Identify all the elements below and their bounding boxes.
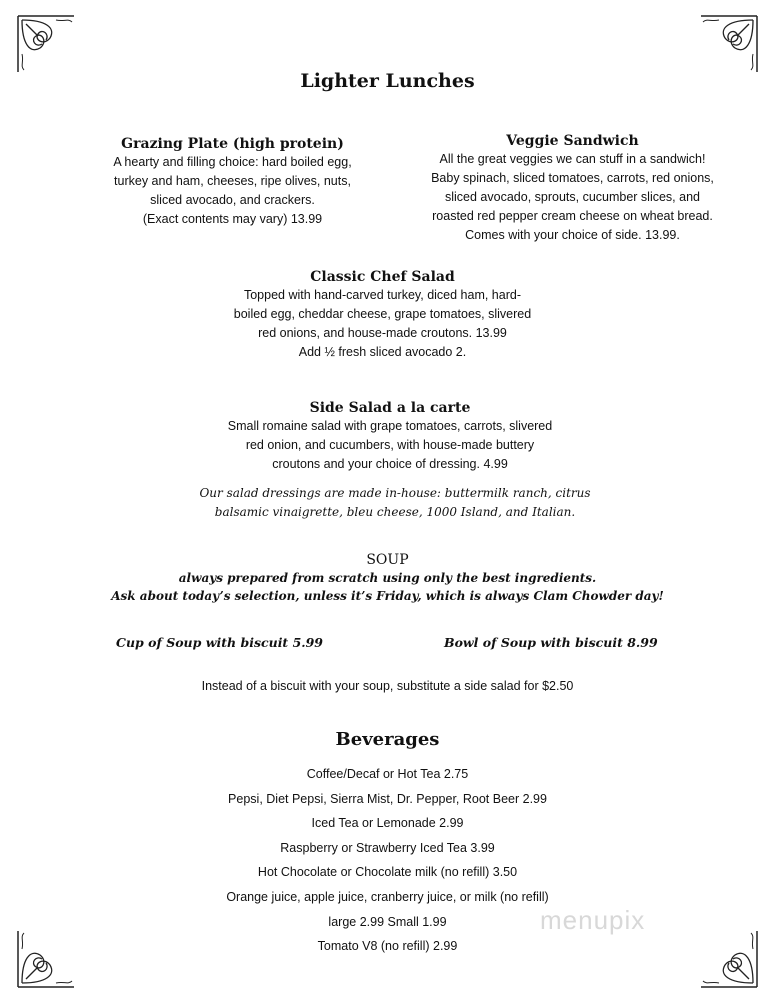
menu-item-grazing-plate [60,135,405,229]
menu-item-chef-salad [180,268,585,362]
soup-substitution-note: Instead of a biscuit with your soup, substitute a side salad for $2.50 [201,679,574,693]
item-description [395,150,750,245]
desc-line: red onions, and house-made croutons. 13.99 [258,326,507,340]
item-description [180,286,585,362]
desc-line: All the great veggies we can stuff in a sandwich! [439,152,706,166]
desc-line: Add ½ fresh sliced avocado 2. [298,345,467,359]
desc-line: boiled egg, cheddar cheese, grape tomatoes, slivered [233,307,532,321]
desc-line: sliced avocado, and crackers. [150,193,315,207]
item-name: Side Salad a la carte [309,400,471,416]
beverage-item: Raspberry or Strawberry Iced Tea 3.99 [280,840,495,855]
beverage-item: Pepsi, Diet Pepsi, Sierra Mist, Dr. Pepper, Root Beer 2.99 [228,791,547,806]
item-description [180,417,600,474]
soup-line: always prepared from scratch using only the best ingredients. [178,571,597,585]
desc-line: Small romaine salad with grape tomatoes, carrots, slivered [227,419,553,433]
cup-of-soup: Cup of Soup with biscuit 5.99 [116,635,324,650]
soup-section [0,551,775,605]
menu-item-side-salad [180,399,600,474]
dressing-line: Our salad dressings are made in-house: buttermilk ranch, citrus [199,486,591,500]
desc-line: roasted red pepper cream cheese on wheat bread. [432,209,713,223]
item-name: Veggie Sandwich [506,133,639,149]
desc-line: Baby spinach, sliced tomatoes, carrots, red onions, [431,171,714,185]
soup-title: SOUP [366,552,409,568]
desc-line: (Exact contents may vary) 13.99 [142,212,323,226]
desc-line: Topped with hand-carved turkey, diced ham, hard- [243,288,521,302]
desc-line: sliced avocado, sprouts, cucumber slices, and [445,190,700,204]
soup-line: Ask about today’s selection, unless it’s Friday, which is always Clam Chowder day! [111,589,664,603]
watermark: menupix [540,905,646,935]
desc-line: Comes with your choice of side. 13.99. [465,228,680,242]
beverages-title: Beverages [335,729,440,750]
corner-ornament-top-right [699,14,759,74]
item-description [60,153,405,229]
item-name: Classic Chef Salad [310,269,455,285]
beverage-item: Orange juice, apple juice, cranberry juice, or milk (no refill) [226,889,549,904]
item-name: Grazing Plate (high protein) [121,136,344,152]
desc-line: red onion, and cucumbers, with house-made buttery [245,438,535,452]
beverage-item: Hot Chocolate or Chocolate milk (no refill) 3.50 [257,865,518,880]
bowl-of-soup: Bowl of Soup with biscuit 8.99 [444,635,658,650]
beverage-item: Iced Tea or Lemonade 2.99 [311,816,464,831]
dressing-line: balsamic vinaigrette, bleu cheese, 1000 Island, and Italian. [214,505,576,519]
page-title: Lighter Lunches [300,70,475,92]
beverage-item: large 2.99 Small 1.99 [328,914,447,929]
desc-line: croutons and your choice of dressing. 4.99 [272,457,508,471]
beverage-item: Coffee/Decaf or Hot Tea 2.75 [306,767,469,781]
dressings-note [150,484,640,522]
desc-line: turkey and ham, cheeses, ripe olives, nuts, [114,174,351,188]
desc-line: A hearty and filling choice: hard boiled egg, [113,155,352,169]
beverage-item: Tomato V8 (no refill) 2.99 [317,939,458,954]
beverages-list [0,762,775,959]
corner-ornament-top-left [16,14,76,74]
menu-item-veggie-sandwich [395,132,750,245]
